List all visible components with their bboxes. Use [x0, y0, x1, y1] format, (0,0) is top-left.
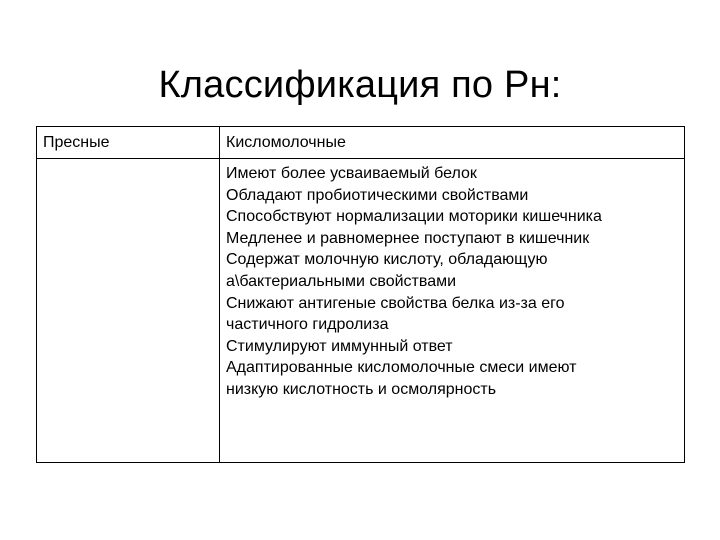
header-fermented: Кисломолочные: [226, 134, 346, 151]
header-fresh: Пресные: [43, 134, 110, 151]
property-line: Адаптированные кисломолочные смеси имеют: [226, 359, 577, 377]
row-divider: [37, 158, 684, 159]
property-line: Содержат молочную кислоту, обладающую: [226, 251, 548, 269]
property-line: низкую кислотность и осмолярность: [226, 380, 497, 398]
slide-title: Классификация по Рн:: [158, 64, 562, 106]
property-line: Медленее и равномернее поступают в кишечник: [226, 229, 590, 247]
column-divider: [219, 127, 220, 462]
property-line: частичного гидролиза: [226, 316, 389, 334]
classification-table: [36, 126, 685, 463]
property-line: Стимулируют иммунный ответ: [226, 337, 453, 355]
property-line: Способствуют нормализации моторики кишечника: [226, 208, 602, 226]
fermented-properties-cell: [226, 163, 676, 401]
property-line: Снижают антигеные свойства белка из-за его: [226, 294, 565, 312]
property-line: Имеют более усваиваемый белок: [226, 165, 477, 182]
property-line: а\бактериальными свойствами: [226, 272, 457, 290]
property-line: Обладают пробиотическими свойствами: [226, 186, 529, 204]
